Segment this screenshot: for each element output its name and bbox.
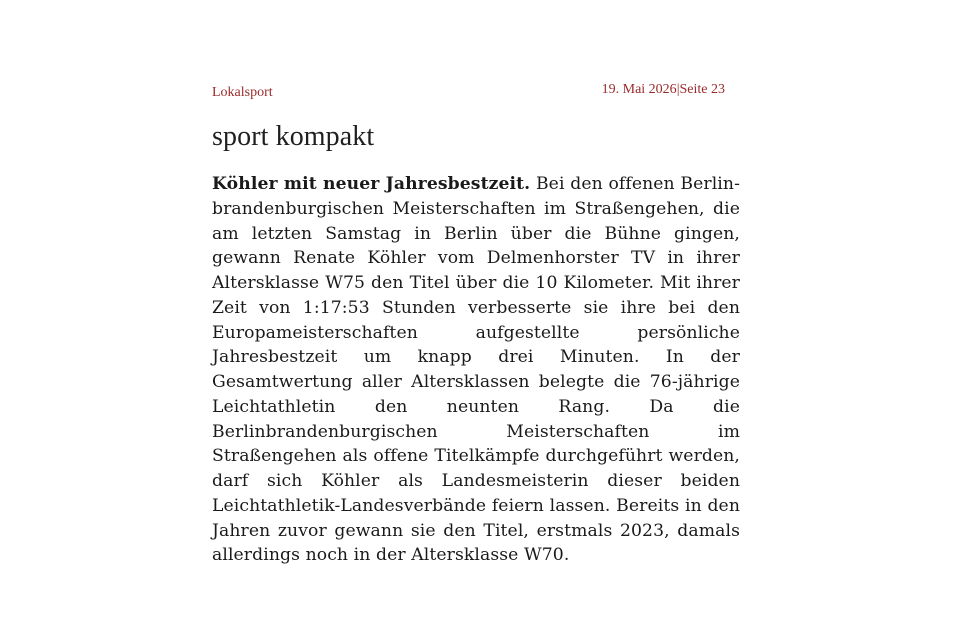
article-lead: Köhler mit neuer Jahresbestzeit. [212,174,531,194]
page-number: Seite 23 [679,82,725,97]
page-header [212,78,740,102]
section-label: Lokalsport [212,85,273,100]
article-body: Bei den offenen Berlin-brandenburgischen Meisterschaften im Straßengehen, die am letzten Samstag in Berlin über die Bühne gingen, gewann Renate Köhler vom Delmenhorster TV in ihrer Altersklasse W75 den Titel über die 10 Kilometer. Mit ihrer Zeit von 1:17:53 Stunden verbesserte sie ihre bei den Europameisterschaften aufgestellte persönliche Jahresbestzeit um knapp drei Minuten. In der Gesamtwertung aller Altersklassen belegte die 76-jährige Leichtathletin den neunten Rang. Da die Berlinbrandenburgischen Meisterschaften im Straßengehen als offene Titelkämpfe durchgeführt werden, darf sich Köhler als Landesmeisterin dieser beiden Leichtathletik-Landesverbände feiern lassen. Bereits in den Jahren zuvor gewann sie den Titel, erstmals 2023, damals allerdings noch in der Altersklasse W70. [212,174,740,566]
article-text [212,172,740,568]
header-separator: | [676,82,680,97]
article-page [212,78,740,585]
page-title: sport kompakt [212,121,375,152]
date-page-info [602,82,725,98]
issue-date: 19. Mai 2026 [601,82,677,97]
